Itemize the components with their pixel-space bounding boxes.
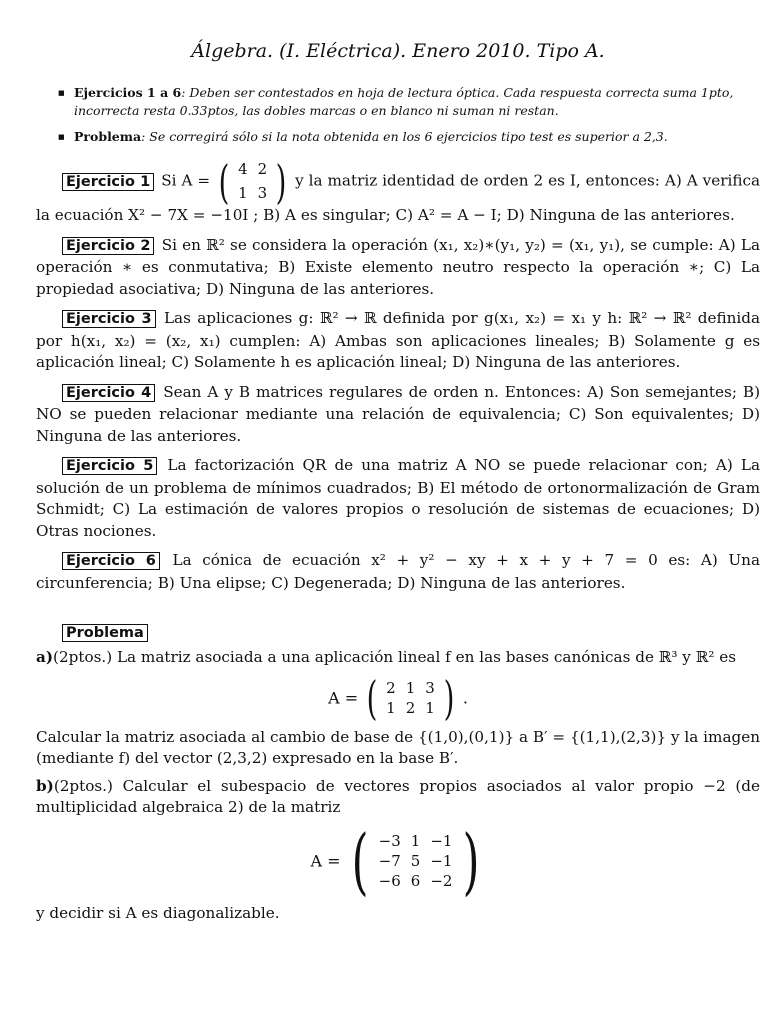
matrix-cell: 2 [405, 698, 416, 717]
exercise-text: y la matriz identidad de orden 2 es I, entonces: A) A verifica la ecuación X² − 7X = −10I ; B) A es singular; C) A² = A − I; D) Ninguna de las anteriores. [36, 171, 761, 224]
matrix-cell: 1 [425, 698, 435, 717]
matrix-table [374, 831, 458, 891]
matrix-cell: 1 [410, 831, 421, 850]
matrix: ( 4 2 1 3 ) [218, 154, 287, 209]
matrix-cell: 6 [410, 871, 421, 890]
exercise-2 [36, 235, 760, 301]
instructions-list [36, 84, 760, 146]
instruction-item [36, 84, 760, 120]
problem-section [36, 622, 760, 924]
instruction-text: : Deben ser contestados en hoja de lectura óptica. Cada respuesta correcta suma 1pto, incorrecta resta 0.33ptos, las dobles marcas o en blanco ni suman ni restan. [74, 85, 734, 118]
eq-pre: A = [328, 688, 359, 707]
exercise-5 [36, 455, 760, 542]
matrix: ( −3 1 −1 −7 5 −1 −6 6 −2 ) [351, 818, 480, 903]
matrix-cell: −6 [378, 871, 401, 890]
instruction-text: : Se corregirá sólo si la nota obtenida en los 6 ejercicios tipo test es superior a 2,3. [141, 129, 668, 144]
exercise-text: La cónica de ecuación x² + y² − xy + x + y + 7 = 0 es: A) Una circunferencia; B) Una elipse; C) Degenerada; D) Ninguna de las anteriores. [36, 551, 761, 592]
problem-part-b [36, 776, 760, 819]
exercise-label: Ejercicio 5 [62, 457, 157, 475]
matrix-cell: 4 [238, 160, 248, 178]
exercise-3 [36, 308, 760, 374]
matrix-cell: −7 [378, 851, 401, 870]
exercise-label: Ejercicio 2 [62, 237, 154, 255]
matrix-table [381, 678, 440, 718]
problem-part-a [36, 647, 760, 669]
matrix-cell: 3 [257, 183, 268, 202]
matrix-cell: 2 [257, 160, 268, 178]
matrix-cell: 2 [386, 678, 396, 697]
matrix-cell: 5 [410, 851, 421, 870]
matrix-cell: 3 [425, 678, 435, 697]
matrix-cell: −3 [378, 831, 401, 850]
page-title: Álgebra. (I. Eléctrica). Enero 2010. Tipo A. [191, 40, 605, 62]
part-intro: (2ptos.) La matriz asociada a una aplicación lineal f en las bases canónicas de ℝ³ y ℝ² es [53, 648, 737, 666]
part-a-after: Calcular la matriz asociada al cambio de base de {(1,0),(0,1)} a B′ = {(1,1),(2,3)} y la imagen (mediante f) del vector (2,3,2) expresado en la base B′. [36, 727, 760, 767]
exam-page [36, 40, 760, 930]
equation-a [36, 670, 760, 725]
exercise-4 [36, 382, 760, 448]
part-b-after: y decidir si A es diagonalizable. [36, 903, 280, 922]
exercise-text: La factorización QR de una matriz A NO se puede relacionar con; A) La solución de un problema de mínimos cuadrados; B) El método de ortonormalización de Gram Schmidt; C) La estimación de valores propios o resolución de sistemas de ecuaciones; D) Otras nociones. [36, 456, 761, 540]
part-intro: (2ptos.) Calcular el subespacio de vectores propios asociados al valor propio −2 (de multiplicidad algebraica 2) de la matriz [36, 776, 760, 816]
part-tag: b) [36, 776, 54, 795]
matrix: ( 2 1 3 1 2 1 ) [366, 670, 455, 725]
exercise-text: Sean A y B matrices regulares de orden n. Entonces: A) Son semejantes; B) NO se pueden relacionar mediante una relación de equivalencia; C) Son equivalentes; D) Ninguna de las anteriores. [36, 382, 760, 445]
exercise-1 [36, 154, 761, 227]
matrix-table [233, 158, 272, 205]
exercise-label: Ejercicio 1 [62, 173, 154, 191]
matrix-cell: −2 [430, 871, 453, 890]
instruction-item [36, 128, 760, 146]
exercise-pre: Si A = [161, 171, 211, 190]
matrix-cell: −1 [430, 831, 453, 850]
instruction-label: Ejercicios 1 a 6 [74, 85, 182, 100]
exercise-label: Ejercicio 3 [62, 310, 156, 328]
instruction-label: Problema [74, 129, 142, 144]
matrix-cell: 1 [405, 678, 416, 697]
matrix-cell: 1 [238, 183, 248, 202]
matrix-cell: 1 [386, 698, 396, 717]
equation-b [36, 818, 760, 903]
part-tag: a) [36, 648, 54, 666]
exercise-label: Ejercicio 6 [62, 552, 160, 570]
exercise-6 [36, 550, 760, 594]
exercise-text: Las aplicaciones g: ℝ² → ℝ definida por g(x₁, x₂) = x₁ y h: ℝ² → ℝ² definida por h(x₁, x₂) = (x₂, x₁) cumplen: A) Ambas son aplicaciones lineales; B) Solamente g es aplicación lineal; C) Solamente h es aplicación lineal; D) Ninguna de las anteriores. [36, 309, 761, 371]
exercise-text: Si en ℝ² se considera la operación (x₁, x₂)∗(y₁, y₂) = (x₁, y₁), se cumple: A) La operación ∗ es conmutativa; B) Existe elemento neutro respecto la operación ∗; C) La propiedad asociativa; D) Ninguna de las anteriores. [36, 235, 761, 298]
exercise-label: Ejercicio 4 [62, 384, 155, 402]
problem-label: Problema [62, 624, 148, 642]
eq-pre: A = [310, 851, 341, 870]
matrix-cell: −1 [430, 851, 453, 870]
eq-post: . [462, 688, 468, 707]
